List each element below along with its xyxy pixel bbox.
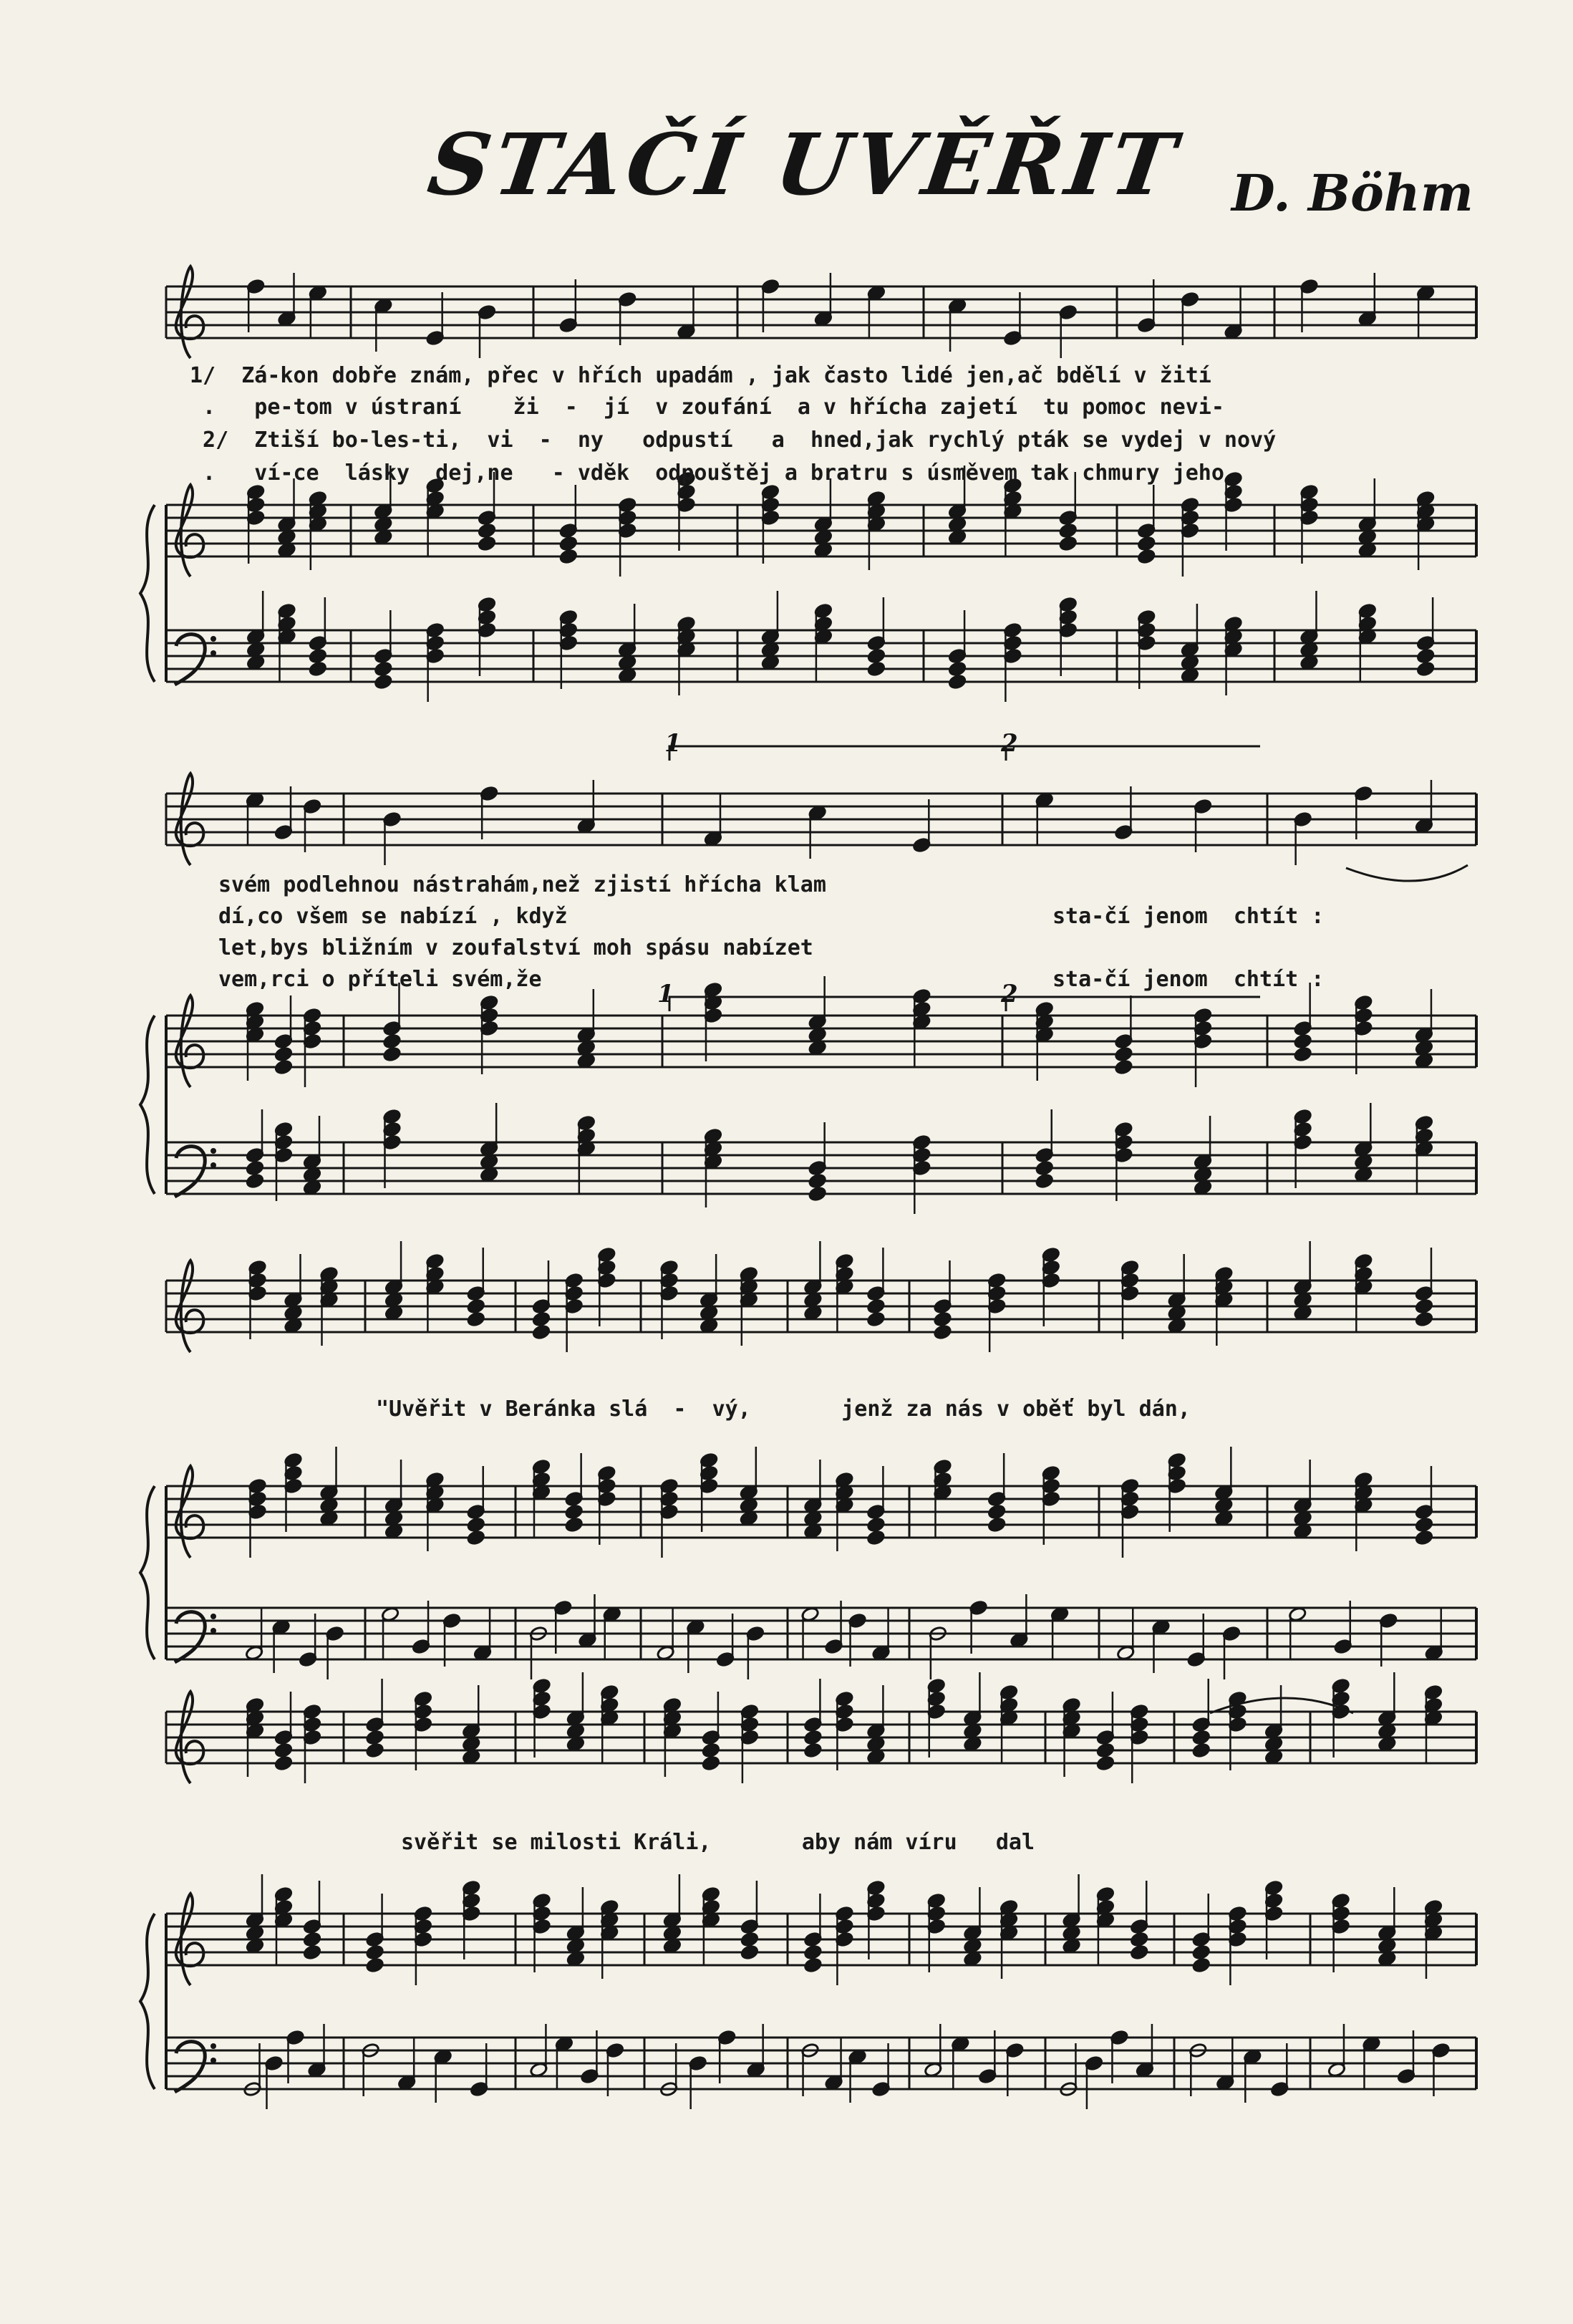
- note-head: [1137, 536, 1156, 551]
- note-head: [478, 523, 496, 539]
- lyric-refrain-2: sta-čí jenom chtít :: [1052, 967, 1325, 992]
- note-head: [467, 1311, 485, 1327]
- bass-clef: [175, 1612, 205, 1662]
- composer-name: D. Böhm: [1231, 163, 1473, 223]
- note-head: [274, 1755, 293, 1771]
- note-head: [987, 1517, 1006, 1533]
- piano-brace: [140, 505, 155, 682]
- bass-clef-dot: [210, 636, 216, 642]
- note-head: [374, 661, 392, 677]
- note-head: [1294, 1046, 1312, 1062]
- note-head: [1035, 1173, 1054, 1189]
- note-head: [803, 1742, 822, 1758]
- volta-1-mark: 1: [664, 729, 682, 758]
- bass-clef-dot: [210, 650, 216, 656]
- note-head: [309, 648, 327, 664]
- song-title: STAČÍ UVĚŘIT: [422, 115, 1186, 214]
- lyric-line-6: dí,co všem se nabízí , když: [218, 904, 568, 929]
- note-head: [867, 648, 886, 664]
- bass-clef-dot: [210, 1148, 216, 1154]
- lyric-line-5: svém podlehnou nástrahám,než zjistí hřícha klam: [218, 872, 826, 897]
- note-head: [803, 1944, 822, 1960]
- volta-2-mark: 2: [1001, 729, 1018, 758]
- bass-clef: [175, 635, 205, 685]
- piano-brace: [140, 1016, 155, 1194]
- bass-clef-dot: [210, 2043, 216, 2049]
- note-head: [382, 1033, 401, 1049]
- note-head: [366, 1730, 384, 1745]
- note-head: [467, 1530, 485, 1546]
- note-head: [1035, 1160, 1054, 1176]
- note-head: [1114, 1059, 1133, 1075]
- note-head: [374, 674, 392, 690]
- lyric-line-7: let,bys bližním v zoufalství moh spásu nabízet: [218, 935, 813, 960]
- note-head: [987, 1504, 1006, 1520]
- note-head: [467, 1517, 485, 1533]
- note-head: [867, 661, 886, 677]
- note-head: [1192, 1957, 1211, 1973]
- note-head: [532, 1311, 551, 1327]
- note-head: [303, 1932, 321, 1947]
- note-head: [309, 661, 327, 677]
- note-head: [740, 1932, 759, 1947]
- note-head: [702, 1755, 720, 1771]
- note-head: [1415, 1517, 1433, 1533]
- note-head: [1415, 1298, 1433, 1314]
- lyric-chorus-1: "Uvěřit v Beránka slá - vý, jenž za nás v oběť byl dán,: [376, 1397, 1191, 1422]
- note-head: [467, 1298, 485, 1314]
- note-head: [1415, 1311, 1433, 1327]
- note-head: [1096, 1755, 1115, 1771]
- volta-1-mark-piano: 1: [657, 980, 674, 1008]
- lyric-refrain-1: sta-čí jenom chtít :: [1052, 904, 1325, 929]
- note-head: [1059, 523, 1078, 539]
- bass-clef-dot: [210, 1162, 216, 1168]
- note-head: [1416, 661, 1435, 677]
- note-head: [948, 674, 967, 690]
- lyric-line-3: 2/ Ztiší bo-les-ti, vi - ny odpustí a hned,jak rychlý pták se vydej v nový: [190, 428, 1277, 453]
- note-head: [1192, 1730, 1211, 1745]
- bass-clef-dot: [210, 1628, 216, 1634]
- note-head: [866, 1311, 885, 1327]
- note-head: [274, 1046, 293, 1062]
- bass-clef-dot: [210, 1614, 216, 1619]
- note-head: [246, 1173, 264, 1189]
- note-head: [948, 661, 967, 677]
- lyric-line-1: 1/ Zá-kon dobře znám, přec v hřích upadám , jak často lidé jen,ač bdělí v žití: [190, 363, 1211, 388]
- note-head: [866, 1298, 885, 1314]
- note-head: [478, 536, 496, 551]
- note-head: [1192, 1944, 1211, 1960]
- note-head: [740, 1944, 759, 1960]
- bass-clef: [175, 1147, 205, 1197]
- note-head: [303, 1944, 321, 1960]
- volta-bracket-1: [669, 746, 1006, 761]
- note-head: [933, 1324, 952, 1340]
- note-head: [933, 1311, 952, 1327]
- note-head: [246, 1160, 264, 1176]
- note-head: [808, 1186, 827, 1202]
- note-head: [1192, 1742, 1211, 1758]
- note-head: [803, 1957, 822, 1973]
- note-head: [866, 1530, 885, 1546]
- note-head: [366, 1742, 384, 1758]
- note-head: [274, 1059, 293, 1075]
- lyric-chorus-2: svěřit se milosti Králi, aby nám víru dal: [401, 1830, 1035, 1855]
- note-head: [1294, 1033, 1312, 1049]
- note-head: [1114, 1046, 1133, 1062]
- tie-arc: [1346, 865, 1468, 881]
- note-head: [559, 536, 578, 551]
- note-head: [565, 1504, 584, 1520]
- note-head: [366, 1944, 384, 1960]
- piano-brace: [140, 1914, 155, 2089]
- note-head: [1137, 549, 1156, 564]
- note-head: [366, 1957, 384, 1973]
- note-head: [274, 1742, 293, 1758]
- volta-2-mark-piano: 2: [1001, 980, 1018, 1008]
- note-head: [1096, 1742, 1115, 1758]
- note-head: [803, 1730, 822, 1745]
- bass-clef-dot: [210, 2058, 216, 2063]
- bass-clef: [175, 2042, 205, 2092]
- note-head: [866, 1517, 885, 1533]
- note-head: [559, 549, 578, 564]
- lyric-line-4: . ví-ce lásky dej,ne - vděk odpouštěj a bratru s úsměvem tak chmury jeho: [190, 461, 1224, 486]
- note-head: [1416, 648, 1435, 664]
- lyric-line-8: vem,rci o příteli svém,že: [218, 967, 542, 992]
- note-head: [565, 1517, 584, 1533]
- note-head: [1415, 1530, 1433, 1546]
- note-head: [702, 1742, 720, 1758]
- note-head: [1130, 1944, 1148, 1960]
- note-head: [1130, 1932, 1148, 1947]
- volta-bracket-2: [1006, 746, 1260, 761]
- note-head: [532, 1324, 551, 1340]
- note-head: [1059, 536, 1078, 551]
- lyric-line-2: . pe-tom v ústraní ži - jí v zoufání a v hřícha zajetí tu pomoc nevi-: [190, 395, 1224, 420]
- note-head: [382, 1046, 401, 1062]
- piano-brace: [140, 1486, 155, 1659]
- note-head: [808, 1173, 827, 1189]
